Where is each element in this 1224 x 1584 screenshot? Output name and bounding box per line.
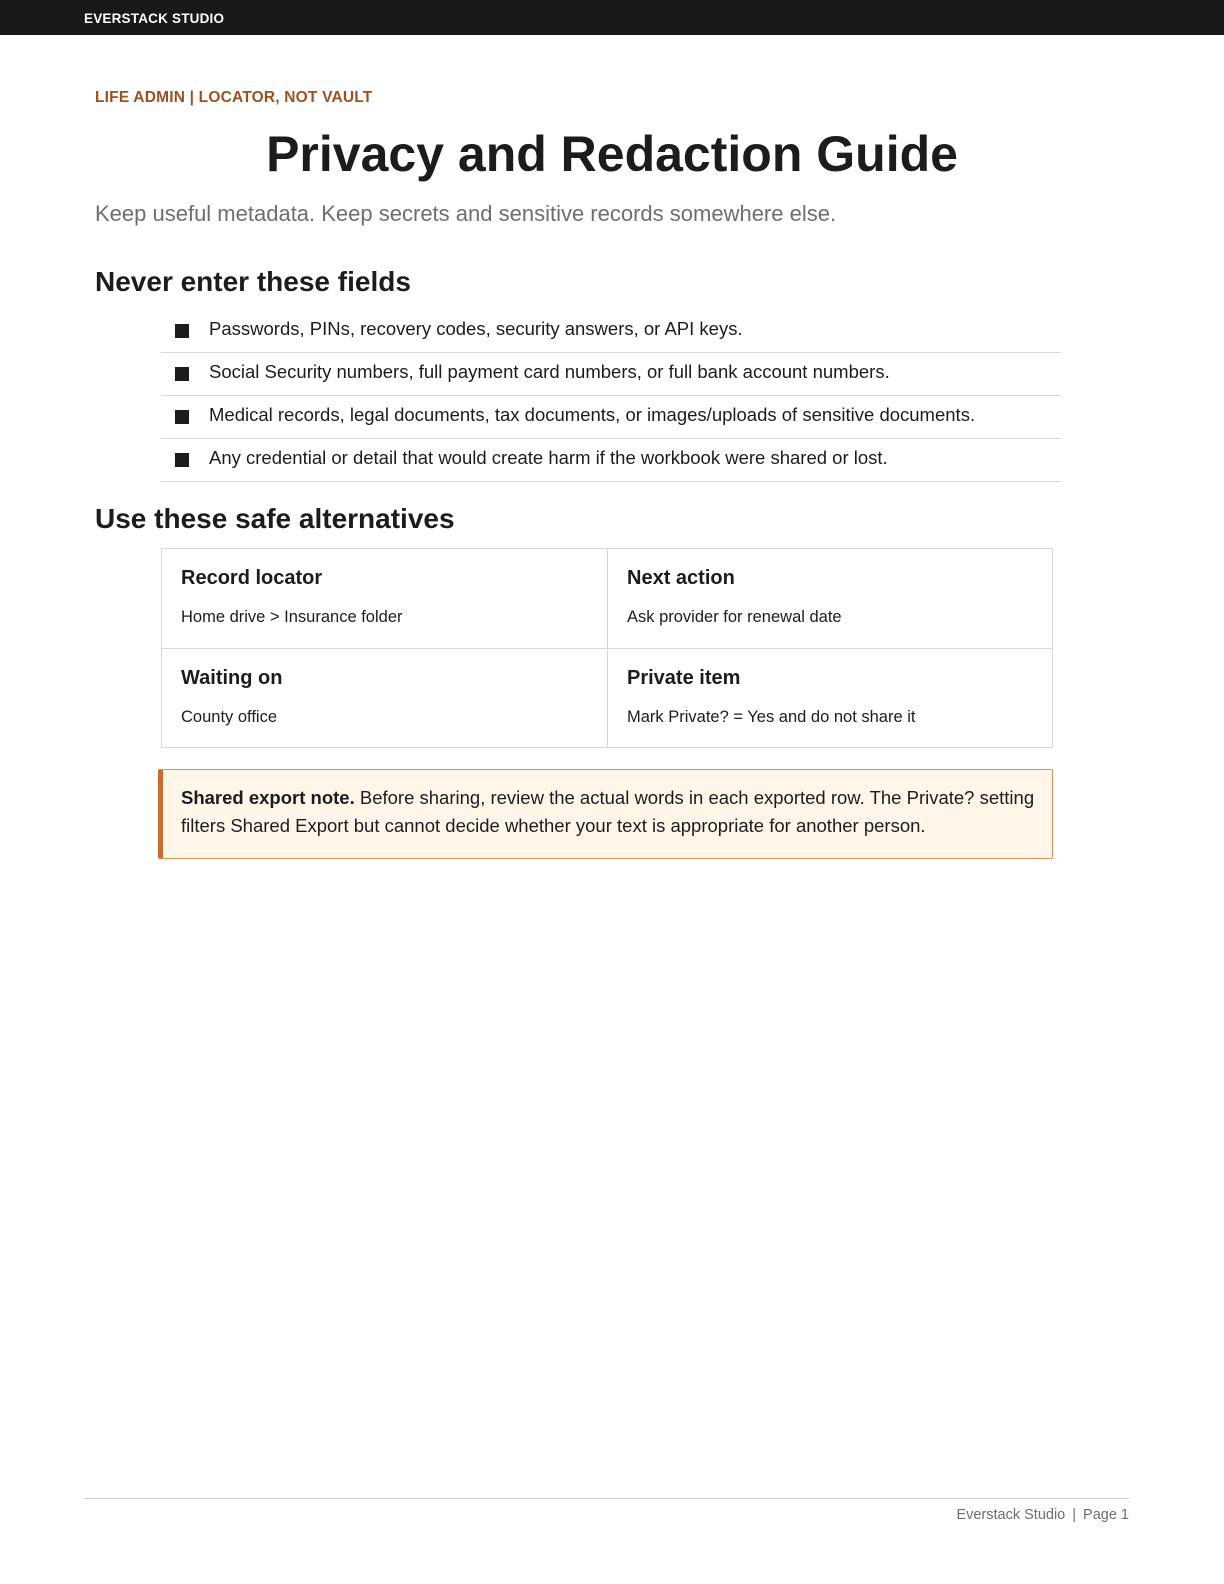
alt-cell-next-action: [607, 549, 1052, 648]
top-bar: [0, 0, 1224, 35]
note-text: [181, 784, 1041, 840]
list-item: [161, 439, 1061, 482]
brand-name: EVERSTACK STUDIO: [84, 11, 225, 26]
list-item: [161, 353, 1061, 396]
shared-export-note: [158, 769, 1053, 859]
footer-brand: Everstack Studio: [956, 1507, 1066, 1523]
alt-cell-label: Record locator: [181, 567, 323, 589]
never-enter-heading: Never enter these fields: [95, 266, 411, 297]
eyebrow-label: LIFE ADMIN | LOCATOR, NOT VAULT: [95, 89, 373, 106]
safe-alternatives-grid: [161, 548, 1053, 748]
alt-cell-value: Ask provider for renewal date: [627, 608, 842, 626]
alt-cell-waiting-on: [162, 648, 607, 747]
alt-cell-label: Private item: [627, 667, 741, 689]
footer-divider: [84, 1498, 1130, 1499]
alt-cell-value: Mark Private? = Yes and do not share it: [627, 708, 916, 726]
page-number: Page 1: [1083, 1507, 1129, 1523]
alt-cell-label: Waiting on: [181, 667, 283, 689]
page-title: Privacy and Redaction Guide: [266, 126, 958, 182]
page-subtitle: Keep useful metadata. Keep secrets and sensitive records somewhere else.: [95, 201, 837, 226]
list-item-text: Any credential or detail that would create harm if the workbook were shared or lost.: [209, 447, 888, 468]
alt-cell-value: County office: [181, 708, 278, 726]
alt-cell-record-locator: [162, 549, 607, 648]
footer-separator: |: [1072, 1507, 1077, 1523]
bullet-square-icon: [175, 324, 189, 338]
list-item: [161, 310, 1061, 353]
bullet-square-icon: [175, 367, 189, 381]
note-body: Before sharing, review the actual words in each exported row. The Private? setting filters Shared Export but cannot decide whether your text is appropriate for another person.: [181, 787, 1035, 836]
alt-cell-private-item: [607, 648, 1052, 747]
list-item-text: Social Security numbers, full payment card numbers, or full bank account numbers.: [209, 361, 890, 382]
bullet-square-icon: [175, 453, 189, 467]
never-enter-list: [161, 310, 1061, 482]
list-item-text: Medical records, legal documents, tax documents, or images/uploads of sensitive documents.: [209, 404, 976, 425]
bullet-square-icon: [175, 410, 189, 424]
alt-cell-value: Home drive > Insurance folder: [181, 608, 403, 626]
page-footer: [956, 1507, 1129, 1523]
safe-alternatives-heading: Use these safe alternatives: [95, 503, 455, 534]
list-item: [161, 396, 1061, 439]
list-item-text: Passwords, PINs, recovery codes, security answers, or API keys.: [209, 318, 743, 339]
alt-cell-label: Next action: [627, 567, 735, 589]
note-lead: Shared export note.: [181, 787, 355, 808]
